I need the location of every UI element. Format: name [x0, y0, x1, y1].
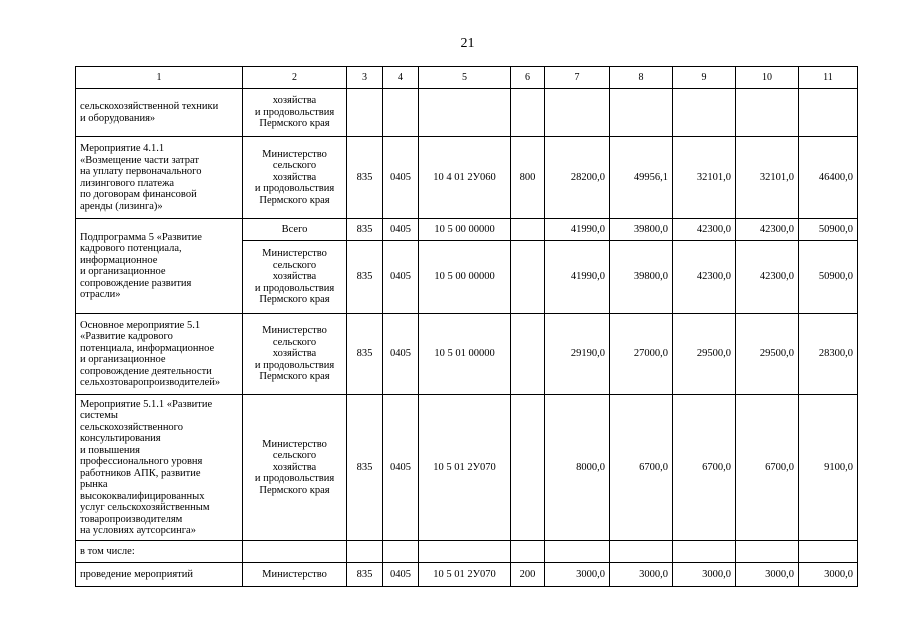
code-cell: 200	[511, 563, 545, 587]
code-cell: 0405	[383, 314, 419, 395]
code-cell: 0405	[383, 563, 419, 587]
value-cell: 29500,0	[673, 314, 736, 395]
value-cell: 32101,0	[736, 137, 799, 219]
value-cell: 6700,0	[673, 395, 736, 541]
code-cell: 835	[347, 137, 383, 219]
value-cell: 41990,0	[545, 241, 610, 314]
executor-cell: Министерство сельского хозяйства и продовольствия Пермского края	[243, 314, 347, 395]
value-cell: 8000,0	[545, 395, 610, 541]
value-cell: 41990,0	[545, 219, 610, 241]
table-row	[76, 563, 858, 587]
program-name-cell: в том числе:	[76, 541, 243, 563]
value-cell: 29190,0	[545, 314, 610, 395]
code-cell: 10 5 00 00000	[419, 241, 511, 314]
program-name-cell: Мероприятие 4.1.1 «Возмещение части затрат на уплату первоначального лизингового платежа по договорам финансовой аренды (лизинга)»	[76, 137, 243, 219]
code-cell: 800	[511, 137, 545, 219]
value-cell: 27000,0	[610, 314, 673, 395]
executor-cell: хозяйства и продовольствия Пермского края	[243, 89, 347, 137]
executor-cell: Министерство сельского хозяйства и продовольствия Пермского края	[243, 395, 347, 541]
table-row	[76, 89, 858, 137]
header-cell: 2	[243, 67, 347, 89]
value-cell: 42300,0	[673, 219, 736, 241]
header-cell: 3	[347, 67, 383, 89]
header-cell: 11	[799, 67, 858, 89]
executor-cell: Всего	[243, 219, 347, 241]
code-cell: 0405	[383, 395, 419, 541]
executor-cell: Министерство сельского хозяйства и продовольствия Пермского края	[243, 137, 347, 219]
table-row	[76, 137, 858, 219]
program-name-cell: сельскохозяйственной техники и оборудования»	[76, 89, 243, 137]
value-cell: 3000,0	[545, 563, 610, 587]
code-cell: 0405	[383, 219, 419, 241]
value-cell: 42300,0	[673, 241, 736, 314]
value-cell: 3000,0	[610, 563, 673, 587]
code-cell: 10 5 01 2У070	[419, 395, 511, 541]
header-cell: 5	[419, 67, 511, 89]
header-cell: 7	[545, 67, 610, 89]
code-cell: 835	[347, 241, 383, 314]
code-cell: 835	[347, 314, 383, 395]
code-cell: 10 4 01 2У060	[419, 137, 511, 219]
value-cell: 42300,0	[736, 241, 799, 314]
executor-cell: Министерство сельского хозяйства и продовольствия Пермского края	[243, 241, 347, 314]
value-cell: 9100,0	[799, 395, 858, 541]
program-name-cell: Подпрограмма 5 «Развитие кадрового потенциала, информационное и организационное сопровождение развития отрасли»	[76, 219, 243, 314]
value-cell: 29500,0	[736, 314, 799, 395]
value-cell: 32101,0	[673, 137, 736, 219]
code-cell: 0405	[383, 241, 419, 314]
code-cell: 10 5 01 00000	[419, 314, 511, 395]
value-cell: 42300,0	[736, 219, 799, 241]
value-cell: 39800,0	[610, 219, 673, 241]
program-name-cell: проведение мероприятий	[76, 563, 243, 587]
program-name-cell: Основное мероприятие 5.1 «Развитие кадрового потенциала, информационное и организационное сопровождение деятельности сельхозтоваропроизводителей»	[76, 314, 243, 395]
header-cell: 4	[383, 67, 419, 89]
header-cell: 10	[736, 67, 799, 89]
value-cell: 3000,0	[799, 563, 858, 587]
header-cell: 1	[76, 67, 243, 89]
value-cell: 50900,0	[799, 219, 858, 241]
value-cell: 28200,0	[545, 137, 610, 219]
header-cell: 6	[511, 67, 545, 89]
program-name-cell: Мероприятие 5.1.1 «Развитие системы сельскохозяйственного консультирования и повышения профессионального уровня работников АПК, развитие рынка высококвалифицированных услуг сельскохозяйственным товаропроизводителям на условиях аутсорсинга»	[76, 395, 243, 541]
code-cell: 10 5 00 00000	[419, 219, 511, 241]
value-cell: 39800,0	[610, 241, 673, 314]
value-cell: 6700,0	[610, 395, 673, 541]
table-row	[76, 541, 858, 563]
table-row	[76, 314, 858, 395]
value-cell: 6700,0	[736, 395, 799, 541]
code-cell: 835	[347, 563, 383, 587]
value-cell: 46400,0	[799, 137, 858, 219]
value-cell: 49956,1	[610, 137, 673, 219]
code-cell: 10 5 01 2У070	[419, 563, 511, 587]
table-row	[76, 219, 858, 241]
value-cell: 3000,0	[673, 563, 736, 587]
table-row	[76, 395, 858, 541]
code-cell: 835	[347, 395, 383, 541]
executor-cell: Министерство	[243, 563, 347, 587]
value-cell: 28300,0	[799, 314, 858, 395]
value-cell: 50900,0	[799, 241, 858, 314]
header-cell: 8	[610, 67, 673, 89]
header-row	[76, 67, 858, 89]
code-cell: 835	[347, 219, 383, 241]
page-number: 21	[460, 36, 475, 51]
header-cell: 9	[673, 67, 736, 89]
budget-table	[75, 66, 858, 587]
code-cell: 0405	[383, 137, 419, 219]
value-cell: 3000,0	[736, 563, 799, 587]
